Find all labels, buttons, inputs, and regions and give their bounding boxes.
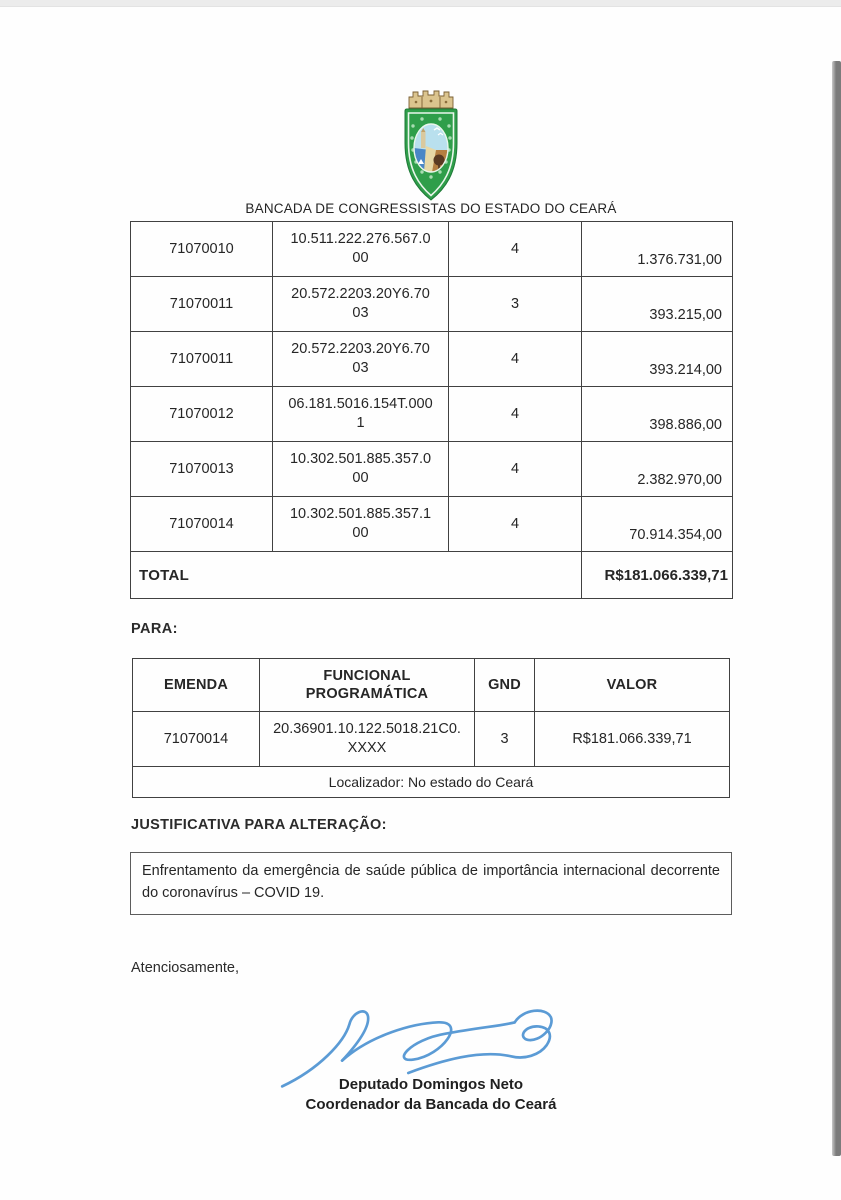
funcional-cell: 10.511.222.276.567.000 — [273, 222, 449, 277]
funcional-cell: 20.572.2203.20Y6.7003 — [273, 332, 449, 387]
valor-cell: 393.215,00 — [582, 277, 733, 332]
signer-title: Coordenador da Bancada do Ceará — [305, 1095, 557, 1113]
gnd-cell: 4 — [449, 442, 582, 497]
justification-text-box: Enfrentamento da emergência de saúde pública de importância internacional decorrente do coronavírus – COVID 19. — [130, 852, 732, 915]
para-section-label: PARA: — [131, 621, 178, 637]
table-row — [131, 497, 733, 552]
funcional-cell: 10.302.501.885.357.100 — [273, 497, 449, 552]
funcional-cell: 06.181.5016.154T.0001 — [273, 387, 449, 442]
total-row — [131, 552, 733, 599]
emenda-cell: 71070013 — [131, 442, 273, 497]
signer-name: Deputado Domingos Neto — [338, 1076, 524, 1093]
closing-salutation: Atenciosamente, — [131, 960, 240, 976]
table-row — [133, 712, 730, 767]
scan-right-edge — [832, 61, 841, 1156]
header-funcional: FUNCIONAL PROGRAMÁTICA — [260, 659, 475, 712]
valor-cell: R$181.066.339,71 — [535, 712, 730, 767]
emenda-cell: 71070010 — [131, 222, 273, 277]
emenda-cell: 71070012 — [131, 387, 273, 442]
valor-cell: 70.914.354,00 — [582, 497, 733, 552]
valor-cell: 398.886,00 — [582, 387, 733, 442]
emenda-cell: 71070011 — [131, 332, 273, 387]
header-emenda: EMENDA — [133, 659, 260, 712]
table-row — [131, 277, 733, 332]
valor-cell: 2.382.970,00 — [582, 442, 733, 497]
justification-heading: JUSTIFICATIVA PARA ALTERAÇÃO: — [131, 817, 387, 833]
localizador-cell: Localizador: No estado do Ceará — [133, 767, 730, 798]
gnd-cell: 4 — [449, 497, 582, 552]
valor-cell: 393.214,00 — [582, 332, 733, 387]
funcional-cell: 20.572.2203.20Y6.7003 — [273, 277, 449, 332]
source-amendments-table — [130, 221, 733, 599]
gnd-cell: 4 — [449, 387, 582, 442]
document-title: BANCADA DE CONGRESSISTAS DO ESTADO DO CEARÁ — [245, 201, 617, 216]
table-row — [131, 222, 733, 277]
total-label: TOTAL — [131, 552, 582, 599]
signer-block — [130, 1075, 732, 1114]
table-row — [131, 387, 733, 442]
header-row — [133, 659, 730, 712]
header-gnd: GND — [475, 659, 535, 712]
destination-amendment-table — [132, 658, 730, 798]
gnd-cell: 3 — [475, 712, 535, 767]
total-value: R$181.066.339,71 — [582, 552, 733, 599]
funcional-cell: 20.36901.10.122.5018.21C0.XXXX — [260, 712, 475, 767]
table-row — [131, 332, 733, 387]
scan-top-edge — [0, 0, 841, 7]
localizador-row — [133, 767, 730, 798]
funcional-cell: 10.302.501.885.357.000 — [273, 442, 449, 497]
header-valor: VALOR — [535, 659, 730, 712]
emenda-cell: 71070011 — [131, 277, 273, 332]
emenda-cell: 71070014 — [131, 497, 273, 552]
table-row — [131, 442, 733, 497]
ceara-coat-of-arms-icon — [396, 88, 466, 202]
emenda-cell: 71070014 — [133, 712, 260, 767]
gnd-cell: 4 — [449, 222, 582, 277]
gnd-cell: 3 — [449, 277, 582, 332]
gnd-cell: 4 — [449, 332, 582, 387]
valor-cell: 1.376.731,00 — [582, 222, 733, 277]
